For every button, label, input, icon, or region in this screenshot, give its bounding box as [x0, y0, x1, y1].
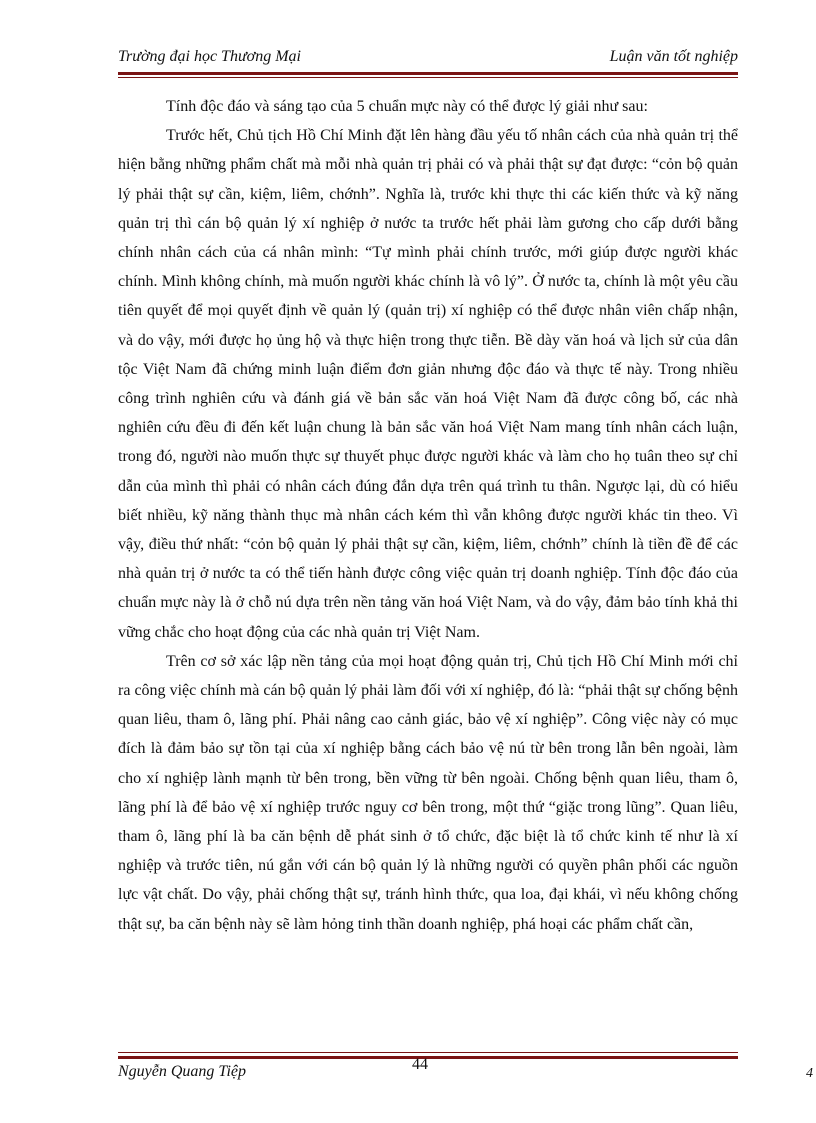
- footer-author: Nguyễn Quang Tiệp: [118, 1063, 246, 1080]
- header-university: Trường đại học Thương Mại: [118, 48, 301, 65]
- page-header: [118, 46, 738, 72]
- paragraph-first-standard: Trước hết, Chủ tịch Hồ Chí Minh đặt lên hàng đầu yếu tố nhân cách của nhà quản trị thể hiện bằng những phẩm chất mà mỗi nhà quản trị phải có và phải thật sự đạt được: “cỏn bộ quản lý phải thật sự cần, kiệm, liêm, chớnh”. Nghĩa là, trước khi thực thi các kiến thức và kỹ năng quản trị thì cán bộ quản lý xí nghiệp ở nước ta trước hết phải làm gương cho cấp dưới bằng chính nhân cách của cá nhân mình: “Tự mình phải chính trước, mới giúp được người khác chính. Mình không chính, mà muốn người khác chính là vô lý”. Ở nước ta, chính là một yêu cầu tiên quyết để mọi quyết định về quản lý (quản trị) xí nghiệp có thể được nhân viên chấp nhận, và do vậy, mới được họ ủng hộ và thực hiện trong thực tiễn. Bề dày văn hoá và lịch sử của dân tộc Việt Nam đã chứng minh luận điểm đơn giản nhưng độc đáo và thực tế này. Trong nhiều công trình nghiên cứu và đánh giá về bản sắc văn hoá Việt Nam đã được công bố, các nhà nghiên cứu đều đi đến kết luận chung là bản sắc văn hoá Việt Nam mang tính nhân cách luận, trong đó, người nào muốn thực sự thuyết phục được người khác và làm cho họ tuân theo sự chỉ dẫn của mình thì phải có nhân cách đúng đắn dựa trên quá trình tu thân. Ngược lại, dù có hiểu biết nhiều, kỹ năng thành thục mà nhân cách kém thì vẫn không được người khác tin theo. Vì vậy, điều thứ nhất: “cỏn bộ quản lý phải thật sự cần, kiệm, liêm, chớnh” chính là tiền đề để các nhà quản trị ở nước ta có thể tiến hành được công việc quản trị doanh nghiệp. Tính độc đáo của chuẩn mực này là ở chỗ nú dựa trên nền tảng văn hoá Việt Nam, và do vậy, đảm bảo tính khả thi vững chắc cho hoạt động của các nhà quản trị Việt Nam.: [118, 127, 738, 641]
- page-number: 44: [412, 1056, 428, 1073]
- footer-rule-thin: [118, 1052, 738, 1053]
- header-document-type: Luận văn tốt nghiệp: [609, 48, 738, 65]
- footer-rule-thick: [118, 1056, 738, 1059]
- header-rule-thin: [118, 77, 738, 78]
- header-rule-thick: [118, 72, 738, 75]
- paragraph-second-standard: Trên cơ sở xác lập nền tảng của mọi hoạt động quản trị, Chủ tịch Hồ Chí Minh mới chỉ ra công việc chính mà cán bộ quản lý phải làm đối với xí nghiệp, đó là: “phải thật sự chống bệnh quan liêu, tham ô, lãng phí. Phải nâng cao cảnh giác, bảo vệ xí nghiệp”. Công việc này có mục đích là đảm bảo sự tồn tại của xí nghiệp bằng cách bảo vệ nú từ bên trong lẫn bên ngoài, làm cho xí nghiệp lành mạnh từ bên trong, bền vững từ bên ngoài. Chống bệnh quan liêu, tham ô, lãng phí là để bảo vệ xí nghiệp trước nguy cơ bên trong, một thứ “giặc trong lũng”. Quan liêu, tham ô, lãng phí là ba căn bệnh dễ phát sinh ở tổ chức, đặc biệt là tổ chức kinh tế như là xí nghiệp và trước tiên, nú gắn với cán bộ quản lý là những người có quyền phân phối các nguồn lực vật chất. Do vậy, phải chống thật sự, tránh hình thức, qua loa, đại khái, vì nếu không chống thật sự, ba căn bệnh này sẽ làm hỏng tinh thần doanh nghiệp, phá hoại các phẩm chất cần,: [118, 652, 738, 933]
- body-text: [118, 92, 738, 939]
- corner-mark: 4: [806, 1066, 813, 1081]
- paragraph-intro: Tính độc đáo và sáng tạo của 5 chuẩn mực này có thể được lý giải như sau:: [166, 98, 648, 115]
